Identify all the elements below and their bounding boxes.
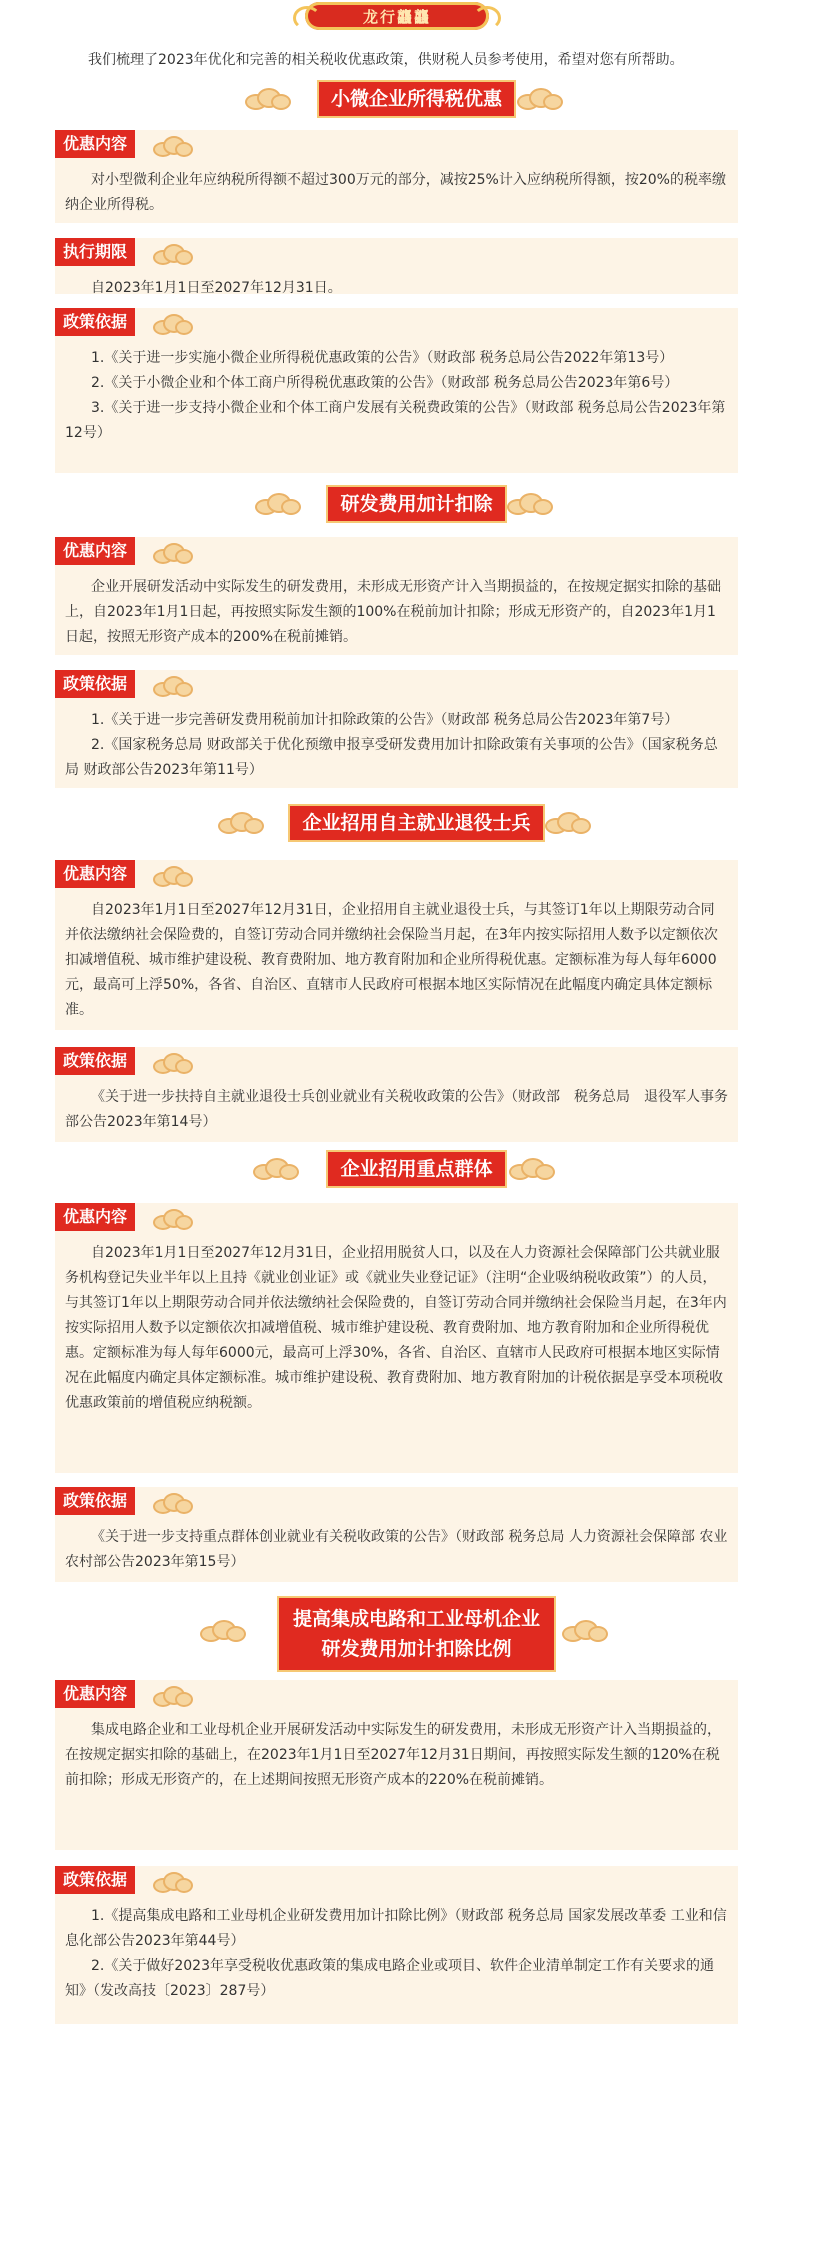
tag-label: 优惠内容 — [55, 860, 135, 888]
cloud-icon — [153, 244, 197, 266]
card-policy-basis — [55, 308, 738, 473]
card-paragraph: 集成电路企业和工业母机企业开展研发活动中实际发生的研发费用，未形成无形资产计入当期损益的，在按规定据实扣除的基础上，在2023年1月1日至2027年12月31日期间，再按照实际发生额的120%在税前扣除；形成无形资产的，在上述期间按照无形资产成本的220%在税前摊销。 — [65, 1722, 721, 1788]
card-body — [55, 898, 738, 1023]
tag-label: 优惠内容 — [55, 130, 135, 158]
cloud-icon — [153, 1493, 197, 1515]
card-benefit-content — [55, 860, 738, 1030]
tag-label: 政策依据 — [55, 1047, 135, 1075]
card-policy-basis — [55, 670, 738, 788]
cloud-icon — [153, 1686, 197, 1708]
card-paragraph: 2.《关于小微企业和个体工商户所得税优惠政策的公告》（财政部 税务总局公告2023年第6号） — [91, 375, 679, 391]
cloud-icon — [153, 314, 197, 336]
card-paragraph: 2.《关于做好2023年享受税收优惠政策的集成电路企业或项目、软件企业清单制定工作有关要求的通知》（发改高技〔2023〕287号） — [65, 1958, 714, 1999]
cloud-ornament-right — [517, 88, 561, 110]
tag-label: 政策依据 — [55, 308, 135, 336]
tag-label: 优惠内容 — [55, 1680, 135, 1708]
section-title-box: 研发费用加计扣除 — [328, 487, 504, 521]
card-paragraph: 对小型微利企业年应纳税所得额不超过300万元的部分，减按25%计入应纳税所得额，按20%的税率缴纳企业所得税。 — [65, 172, 726, 213]
section-title-key-groups — [0, 1152, 833, 1186]
cloud-ornament-right — [562, 1620, 606, 1642]
card-body — [55, 168, 738, 218]
tag-label: 政策依据 — [55, 1866, 135, 1894]
tag-label: 执行期限 — [55, 238, 135, 266]
card-period — [55, 238, 738, 294]
card-body — [55, 575, 738, 650]
section-title-ic-machine-tools — [0, 1598, 833, 1670]
banner-title: 龙行龘龘 — [362, 8, 431, 26]
section-title-line1: 提高集成电路和工业母机企业 — [292, 1608, 540, 1630]
card-policy-basis — [55, 1487, 738, 1582]
cloud-ornament-left — [218, 812, 262, 834]
cloud-ornament-left — [200, 1620, 244, 1642]
cloud-icon — [153, 1872, 197, 1894]
card-paragraph: 企业开展研发活动中实际发生的研发费用，未形成无形资产计入当期损益的，在按规定据实扣除的基础上，自2023年1月1日起，再按照实际发生额的100%在税前加计扣除；形成无形资产的，自2023年1月1日起，按照无形资产成本的200%在税前摊销。 — [65, 579, 721, 645]
card-body — [55, 276, 738, 301]
card-paragraph: 2.《国家税务总局 财政部关于优化预缴申报享受研发费用加计扣除政策有关事项的公告》（国家税务总局 财政部公告2023年第11号） — [65, 737, 718, 778]
card-paragraph: 自2023年1月1日至2027年12月31日。 — [91, 280, 342, 296]
cloud-ornament-right — [509, 1158, 553, 1180]
card-paragraph: 1.《关于进一步完善研发费用税前加计扣除政策的公告》（财政部 税务总局公告2023年第7号） — [91, 712, 679, 728]
tag-label: 政策依据 — [55, 1487, 135, 1515]
cloud-icon — [153, 136, 197, 158]
card-body — [55, 708, 738, 783]
section-title-line2: 研发费用加计扣除比例 — [321, 1638, 512, 1660]
card-body — [55, 1241, 738, 1416]
card-benefit-content — [55, 1203, 738, 1473]
card-benefit-content — [55, 130, 738, 223]
cloud-ornament-left — [253, 1158, 297, 1180]
card-policy-basis — [55, 1866, 738, 2024]
top-banner — [305, 0, 489, 32]
section-title-rd — [0, 487, 833, 521]
section-title-box: 企业招用重点群体 — [328, 1152, 504, 1186]
card-benefit-content — [55, 537, 738, 655]
section-title-box — [279, 1598, 554, 1670]
card-paragraph: 自2023年1月1日至2027年12月31日，企业招用脱贫人口，以及在人力资源社会保障部门公共就业服务机构登记失业半年以上且持《就业创业证》或《就业失业登记证》（注明“企业吸纳税收政策”）的人员，与其签订1年以上期限劳动合同并依法缴纳社会保险费的，自签订劳动合同并缴纳社会保险当月起，在3年内按实际招用人数予以定额依次扣减增值税、城市维护建设税、教育费附加、地方教育附加和企业所得税优惠。定额标准为每人每年6000元，最高可上浮30%，各省、自治区、直辖市人民政府可根据本地区实际情况在此幅度内确定具体定额标准。城市维护建设税、教育费附加、地方教育附加的计税依据是享受本项税收优惠政策前的增值税应纳税额。 — [65, 1245, 727, 1411]
tag-label: 政策依据 — [55, 670, 135, 698]
intro-text: 我们梳理了2023年优化和完善的相关税收优惠政策，供财税人员参考使用，希望对您有所帮助。 — [88, 52, 684, 68]
card-body — [55, 1085, 738, 1135]
card-paragraph: 自2023年1月1日至2027年12月31日，企业招用自主就业退役士兵，与其签订1年以上期限劳动合同并依法缴纳社会保险费的，自签订劳动合同并缴纳社会保险当月起，在3年内按实际招用人数予以定额依次扣减增值税、城市维护建设税、教育费附加、地方教育附加和企业所得税优惠。定额标准为每人每年6000元，最高可上浮50%，各省、自治区、直辖市人民政府可根据本地区实际情况在此幅度内确定具体定额标准。 — [65, 902, 718, 1018]
section-title-veterans — [0, 806, 833, 840]
card-paragraph: 1.《关于进一步实施小微企业所得税优惠政策的公告》（财政部 税务总局公告2022年第13号） — [91, 350, 674, 366]
cloud-icon — [153, 543, 197, 565]
cloud-icon — [153, 1053, 197, 1075]
card-body — [55, 1904, 738, 2004]
section-title-box: 企业招用自主就业退役士兵 — [290, 806, 542, 840]
cloud-icon — [153, 676, 197, 698]
tag-label: 优惠内容 — [55, 537, 135, 565]
card-paragraph: 《关于进一步扶持自主就业退役士兵创业就业有关税收政策的公告》（财政部 税务总局 退役军人事务部公告2023年第14号） — [65, 1089, 728, 1130]
card-body — [55, 346, 738, 446]
cloud-ornament-left — [245, 88, 289, 110]
card-body — [55, 1718, 738, 1793]
tag-label: 优惠内容 — [55, 1203, 135, 1231]
section-title-small-business — [0, 82, 833, 116]
cloud-icon — [153, 866, 197, 888]
card-policy-basis — [55, 1047, 738, 1142]
section-title-box: 小微企业所得税优惠 — [319, 82, 514, 116]
card-body — [55, 1525, 738, 1575]
cloud-icon — [153, 1209, 197, 1231]
card-paragraph: 《关于进一步支持重点群体创业就业有关税收政策的公告》（财政部 税务总局 人力资源社会保障部 农业农村部公告2023年第15号） — [65, 1529, 728, 1570]
card-benefit-content — [55, 1680, 738, 1850]
card-paragraph: 1.《提高集成电路和工业母机企业研发费用加计扣除比例》（财政部 税务总局 国家发展改革委 工业和信息化部公告2023年第44号） — [65, 1908, 727, 1949]
card-paragraph: 3.《关于进一步支持小微企业和个体工商户发展有关税费政策的公告》（财政部 税务总局公告2023年第12号） — [65, 400, 726, 441]
cloud-ornament-right — [545, 812, 589, 834]
cloud-ornament-left — [255, 493, 299, 515]
cloud-ornament-right — [507, 493, 551, 515]
